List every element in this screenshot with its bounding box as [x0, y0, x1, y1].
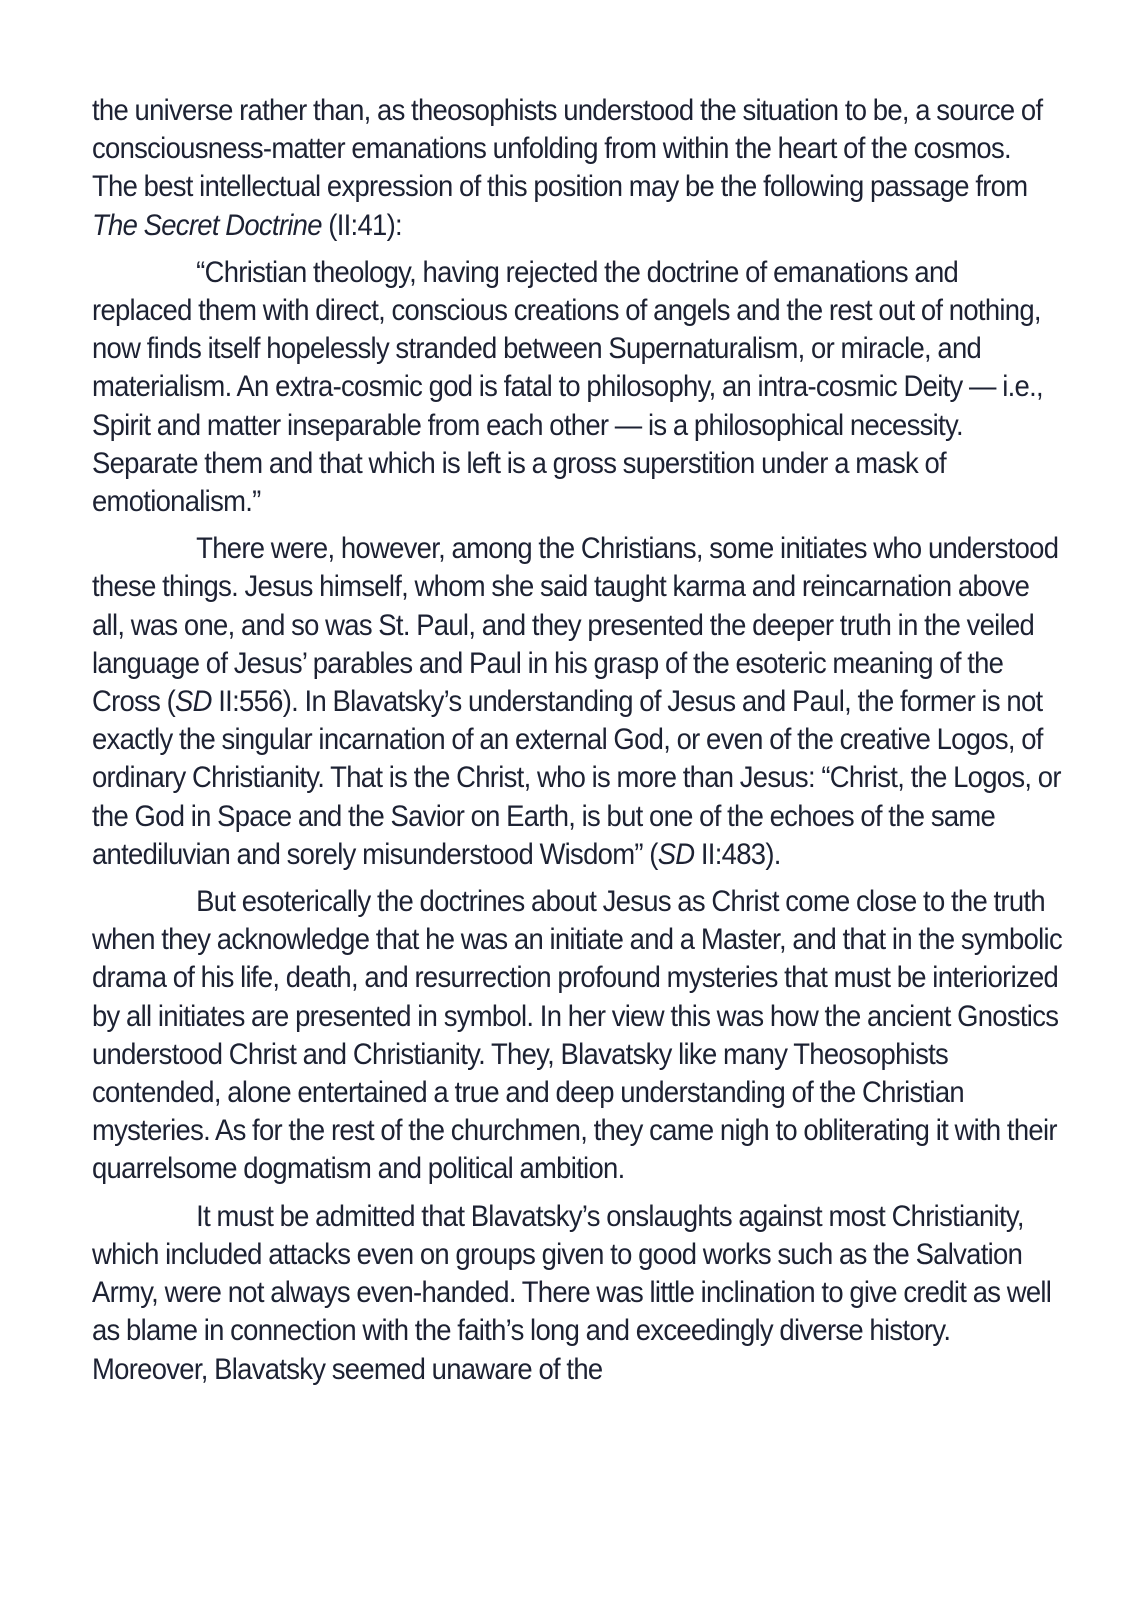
text-run: the universe rather than, as theosophists understood the situation to be, a source of consciousness-matter emanations unfolding from within the heart of the cosmos. The best intellectual expression of this position may be the following passage from — [92, 94, 1043, 204]
paragraph-continuation — [92, 92, 1062, 245]
book-title-italic: The Secret Doctrine — [92, 208, 322, 242]
document-page — [92, 92, 1062, 1398]
block-quotation — [92, 254, 1062, 521]
text-run: It must be admitted that Blavatsky’s onslaughts against most Christianity, which included attacks even on groups given to good works such as the Salvation Army, were not always even-handed. There was little inclination to give credit as well as blame in connection with the faith’s long and exceedingly diverse history. Moreover, Blavatsky seemed unaware of the — [92, 1199, 1052, 1386]
text-run: (II:41): — [321, 208, 402, 242]
paragraph-onslaughts — [92, 1198, 1062, 1389]
text-run: II:483). — [694, 837, 781, 871]
citation-abbrev-italic: SD — [657, 837, 695, 871]
text-run: There were, however, among the Christians, some initiates who understood these things. Jesus himself, whom she said taught karma and reincarnation above all, was one, and so was St. Paul, and they presented the deeper truth in the veiled language of Jesus’ parables and Paul in his grasp of the esoteric meaning of the Cross ( — [92, 532, 1059, 719]
paragraph-esoteric-doctrines — [92, 883, 1062, 1189]
citation-abbrev-italic: SD — [175, 685, 212, 719]
quotation-text: “Christian theology, having rejected the doctrine of emanations and replaced them with direct, conscious creations of angels and the rest out of nothing, now finds itself hopelessly stranded between Supernaturalism, or miracle, and materialism. An extra-cosmic god is fatal to philosophy, an intra-cosmic Deity — i.e., Spirit and matter inseparable from each other — is a philosophical necessity. Separate them and that which is left is a gross superstition under a mask of emotionalism.” — [92, 255, 1043, 519]
paragraph-initiates — [92, 530, 1062, 874]
text-run: But esoterically the doctrines about Jesus as Christ come close to the truth when they acknowledge that he was an initiate and a Master, and that in the symbolic drama of his life, death, and resurrection profound mysteries that must be interiorized by all initiates are presented in symbol. In her view this was how the ancient Gnostics understood Christ and Christianity. They, Blavatsky like many Theosophists contended, alone entertained a true and deep understanding of the Christian mysteries. As for the rest of the churchmen, they came nigh to obliterating it with their quarrelsome dogmatism and political ambition. — [92, 885, 1062, 1186]
text-run: II:556). In Blavatsky’s understanding of Jesus and Paul, the former is not exactly the singular incarnation of an external God, or even of the creative Logos, of ordinary Christianity. That is the Christ, who is more than Jesus: “Christ, the Logos, or the God in Space and the Savior on Earth, is but one of the echoes of the same antediluvian and sorely misunderstood Wisdom” ( — [92, 685, 1061, 871]
